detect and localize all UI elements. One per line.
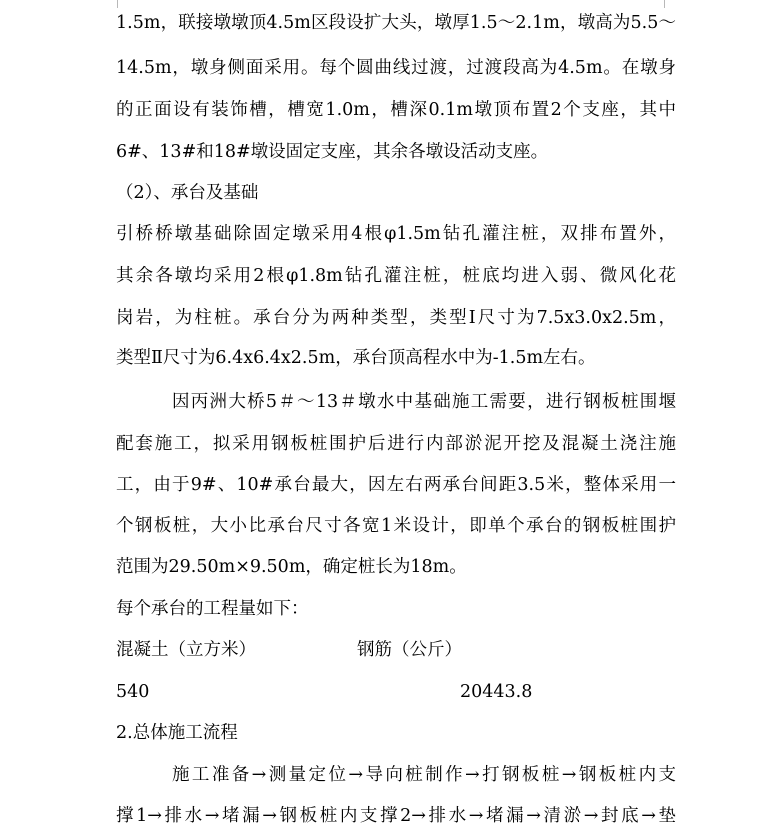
paragraph-line: 的正面设有装饰槽，槽宽1.0m，槽深0.1m墩顶布置2个支座，其中 — [116, 100, 676, 120]
section-heading-flow: 2.总体施工流程 — [116, 723, 238, 743]
paragraph-line: 个钢板桩，大小比承台尺寸各宽1米设计，即单个承台的钢板桩围护 — [116, 516, 676, 536]
paragraph-line: 6#、13#和18#墩设固定支座，其余各墩设活动支座。 — [116, 142, 549, 162]
quantities-value-row — [116, 679, 676, 705]
paragraph-line: 配套施工，拟采用钢板桩围护后进行内部淤泥开挖及混凝土浇注施 — [116, 434, 676, 454]
page-corner-mark-right — [664, 0, 689, 8]
paragraph-line: 工，由于9#、10#承台最大，因左右两承台间距3.5米，整体采用一 — [116, 475, 676, 495]
paragraph-line: 类型Ⅱ尺寸为6.4x6.4x2.5m，承台顶高程水中为-1.5m左右。 — [116, 348, 596, 368]
paragraph-line: 因丙洲大桥5＃～13＃墩水中基础施工需要，进行钢板桩围堰 — [172, 392, 676, 412]
paragraph-line: 岗岩，为柱桩。承台分为两种类型，类型Ⅰ尺寸为7.5x3.0x2.5m， — [116, 308, 676, 328]
section-heading-cap: （2）、承台及基础 — [116, 183, 259, 203]
paragraph-line: 范围为29.50m×9.50m，确定桩长为18m。 — [116, 557, 467, 577]
quantities-header-row — [116, 637, 676, 663]
quantities-intro: 每个承台的工程量如下： — [116, 599, 309, 619]
rebar-header: 钢筋（公斤） — [357, 640, 462, 660]
rebar-value: 20443.8 — [460, 682, 533, 702]
concrete-header: 混凝土（立方米） — [116, 640, 256, 660]
paragraph-line: 施工准备→测量定位→导向桩制作→打钢板桩→钢板桩内支 — [172, 765, 676, 785]
paragraph-line: 其余各墩均采用2根φ1.8m钻孔灌注桩，桩底均进入弱、微风化花 — [116, 266, 676, 286]
paragraph-line: 14.5m，墩身侧面采用。每个圆曲线过渡，过渡段高为4.5m。在墩身 — [116, 58, 676, 78]
paragraph-line: 1.5m，联接墩墩顶4.5m区段设扩大头，墩厚1.5～2.1m，墩高为5.5～ — [116, 13, 676, 33]
paragraph-line: 引桥桥墩基础除固定墩采用4根φ1.5m钻孔灌注桩，双排布置外， — [116, 224, 676, 244]
paragraph-line: 撑1→排水→堵漏→钢板桩内支撑2→排水→堵漏→清淤→封底→垫 — [116, 806, 676, 826]
concrete-value: 540 — [116, 682, 150, 702]
page-corner-mark-left — [93, 0, 118, 8]
